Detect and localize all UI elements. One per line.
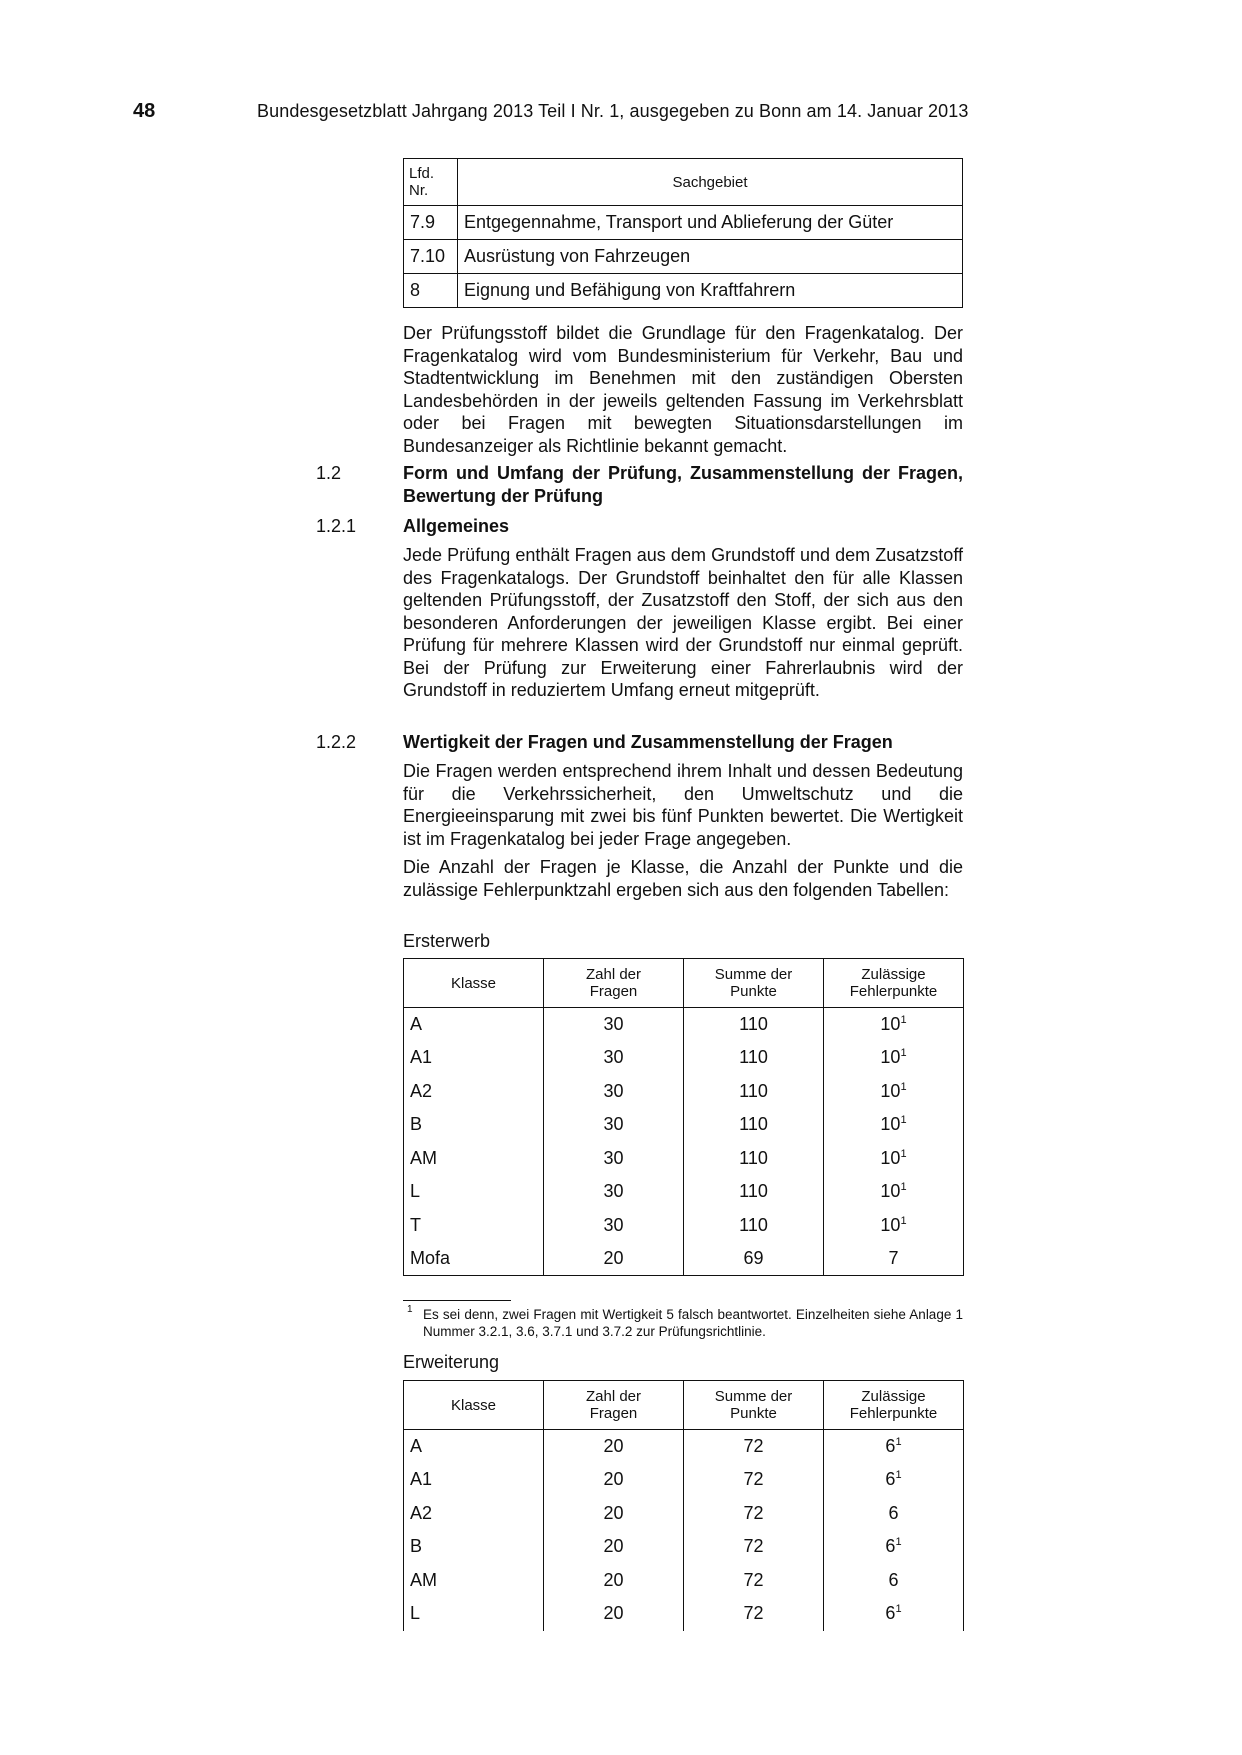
header-line: Zahl der — [585, 1388, 642, 1405]
cell-klasse: AM — [404, 1142, 544, 1176]
fehlerpunkte-value: 6 — [885, 1436, 896, 1456]
column-header-zahl-der-fragen — [544, 959, 684, 1008]
cell-zahl-der-fragen: 30 — [544, 1108, 684, 1142]
page-number: 48 — [133, 100, 156, 122]
table-row — [404, 1463, 964, 1497]
column-header-sachgebiet: Sachgebiet — [458, 159, 963, 206]
header-line: Fehlerpunkte — [849, 1405, 938, 1422]
cell-summe-der-punkte: 110 — [684, 1175, 824, 1209]
table-caption-erweiterung: Erweiterung — [403, 1352, 500, 1372]
cell-klasse: A — [404, 1008, 544, 1042]
table-row — [404, 1242, 964, 1276]
fehlerpunkte-value: 10 — [880, 1047, 901, 1068]
cell-zahl-der-fragen: 20 — [544, 1497, 684, 1531]
table-caption-ersterwerb: Ersterwerb — [403, 931, 491, 951]
cell-zulaessige-fehlerpunkte — [824, 1075, 964, 1109]
cell-summe-der-punkte: 110 — [684, 1209, 824, 1243]
cell-summe-der-punkte: 72 — [684, 1597, 824, 1631]
cell-zahl-der-fragen: 20 — [544, 1530, 684, 1564]
cell-klasse: A1 — [404, 1041, 544, 1075]
table-row — [404, 206, 963, 240]
cell-zahl-der-fragen: 20 — [544, 1463, 684, 1497]
section-number: 1.2.2 — [316, 732, 357, 752]
cell-zulaessige-fehlerpunkte — [824, 1175, 964, 1209]
cell-zahl-der-fragen: 20 — [544, 1597, 684, 1631]
cell-summe-der-punkte: 72 — [684, 1530, 824, 1564]
cell-zahl-der-fragen: 30 — [544, 1175, 684, 1209]
cell-zulaessige-fehlerpunkte — [824, 1564, 964, 1598]
column-header-zulaessige-fehlerpunkte — [824, 1381, 964, 1430]
cell-zulaessige-fehlerpunkte — [824, 1209, 964, 1243]
footnote-mark: 1 — [407, 1304, 413, 1315]
fehlerpunkte-value: 10 — [880, 1080, 901, 1101]
section-number: 1.2 — [316, 463, 342, 483]
cell-zahl-der-fragen: 20 — [544, 1242, 684, 1276]
cell-zulaessige-fehlerpunkte — [824, 1242, 964, 1276]
section-title: Form und Umfang der Prüfung, Zusammenstellung der Fragen, Bewertung der Prüfung — [403, 463, 963, 506]
cell-klasse: Mofa — [404, 1242, 544, 1276]
paragraph-wertigkeit: Die Fragen werden entsprechend ihrem Inhalt und dessen Bedeutung für die Verkehrssicherheit, den Umweltschutz und die Energieeinsparung mit zwei bis fünf Punkten bewertet. Die Wertigkeit ist im Fragenkatalog bei jeder Frage angegeben. — [403, 761, 963, 849]
fehlerpunkte-value: 6 — [888, 1502, 899, 1523]
footnote-reference: 1 — [895, 1603, 902, 1616]
column-header-klasse: Klasse — [404, 959, 544, 1008]
running-title: Bundesgesetzblatt Jahrgang 2013 Teil I Nr. 1, ausgegeben zu Bonn am 14. Januar 2013 — [257, 101, 969, 121]
footnote-rule — [403, 1300, 511, 1301]
cell-zahl-der-fragen: 30 — [544, 1209, 684, 1243]
fehlerpunkte-value: 6 — [885, 1603, 896, 1624]
paragraph-allgemeines: Jede Prüfung enthält Fragen aus dem Grundstoff und dem Zusatzstoff des Fragenkatalogs. Der Grundstoff beinhaltet den für alle Klassen geltenden Prüfungsstoff, der Zusatzstoff den Stoff, der sich aus den besonderen Anforderungen der jeweiligen Klasse ergibt. Bei einer Prüfung für mehrere Klassen wird der Grundstoff nur einmal geprüft. Bei der Prüfung zur Erweiterung einer Fahrerlaubnis wird der Grundstoff in reduziertem Umfang erneut mitgeprüft. — [403, 545, 963, 700]
cell-klasse: B — [404, 1108, 544, 1142]
cell-zulaessige-fehlerpunkte — [824, 1008, 964, 1042]
footnote-reference: 1 — [900, 1214, 907, 1227]
footnote-text: Es sei denn, zwei Fragen mit Wertigkeit 5 falsch beantwortet. Einzelheiten siehe Anlage 1 Nummer 3.2.1, 3.6, 3.7.1 und 3.7.2 zur Prüfungsrichtlinie. — [423, 1307, 963, 1339]
footnote-reference: 1 — [895, 1469, 902, 1482]
cell-zulaessige-fehlerpunkte — [824, 1530, 964, 1564]
column-header-klasse: Klasse — [404, 1381, 544, 1430]
cell-summe-der-punkte: 110 — [684, 1108, 824, 1142]
cell-summe-der-punkte: 72 — [684, 1463, 824, 1497]
header-line: Fehlerpunkte — [849, 983, 938, 1000]
row-number: 7.10 — [404, 240, 458, 274]
cell-zulaessige-fehlerpunkte — [824, 1430, 964, 1464]
header-line: Punkte — [730, 983, 777, 1000]
table-row — [404, 1530, 964, 1564]
cell-klasse: A1 — [404, 1463, 544, 1497]
footnote-reference: 1 — [900, 1014, 907, 1026]
header-line: Zulässige — [861, 966, 926, 983]
cell-summe-der-punkte: 110 — [684, 1008, 824, 1042]
fehlerpunkte-value: 6 — [888, 1569, 899, 1590]
table-row — [404, 1209, 964, 1243]
header-line: Zahl der — [585, 966, 642, 983]
table-row — [404, 1008, 964, 1042]
sachgebiet-table — [403, 158, 963, 308]
table-row — [404, 274, 963, 308]
footnote-reference: 1 — [895, 1536, 902, 1549]
cell-zahl-der-fragen: 30 — [544, 1041, 684, 1075]
cell-zahl-der-fragen: 20 — [544, 1564, 684, 1598]
header-line: Fragen — [589, 983, 638, 1000]
header-line: Nr. — [409, 182, 429, 199]
cell-zulaessige-fehlerpunkte — [824, 1463, 964, 1497]
footnote-reference: 1 — [900, 1047, 907, 1060]
cell-summe-der-punkte: 69 — [684, 1242, 824, 1276]
cell-summe-der-punkte: 72 — [684, 1430, 824, 1464]
table-row — [404, 1597, 964, 1631]
table-row — [404, 240, 963, 274]
fehlerpunkte-value: 6 — [885, 1469, 896, 1490]
column-header-zahl-der-fragen — [544, 1381, 684, 1430]
cell-zulaessige-fehlerpunkte — [824, 1597, 964, 1631]
cell-zahl-der-fragen: 30 — [544, 1075, 684, 1109]
cell-summe-der-punkte: 110 — [684, 1041, 824, 1075]
cell-klasse: A2 — [404, 1075, 544, 1109]
row-text: Ausrüstung von Fahrzeugen — [458, 240, 963, 274]
cell-klasse: AM — [404, 1564, 544, 1598]
header-line: Zulässige — [861, 1388, 926, 1405]
cell-summe-der-punkte: 72 — [684, 1497, 824, 1531]
header-line: Punkte — [730, 1405, 777, 1422]
column-header-zulaessige-fehlerpunkte — [824, 959, 964, 1008]
table-header-row — [404, 1381, 964, 1430]
footnote-reference: 1 — [895, 1436, 902, 1448]
cell-klasse: L — [404, 1175, 544, 1209]
table-row — [404, 1430, 964, 1464]
header-line: Summe der — [714, 966, 793, 983]
fehlerpunkte-value: 10 — [880, 1114, 901, 1135]
table-row — [404, 1497, 964, 1531]
fehlerpunkte-value: 10 — [880, 1147, 901, 1168]
section-number: 1.2.1 — [316, 516, 357, 536]
table-row — [404, 1142, 964, 1176]
footnote-reference: 1 — [900, 1181, 907, 1194]
cell-klasse: L — [404, 1597, 544, 1631]
footnote — [403, 1306, 963, 1340]
cell-zulaessige-fehlerpunkte — [824, 1041, 964, 1075]
cell-zahl-der-fragen: 20 — [544, 1430, 684, 1464]
row-text: Entgegennahme, Transport und Ablieferung der Güter — [458, 206, 963, 240]
cell-summe-der-punkte: 110 — [684, 1075, 824, 1109]
ersterwerb-table — [403, 958, 964, 1276]
footnote-reference: 1 — [900, 1080, 907, 1093]
cell-klasse: A — [404, 1430, 544, 1464]
fehlerpunkte-value: 6 — [885, 1536, 896, 1557]
row-number: 7.9 — [404, 206, 458, 240]
cell-klasse: T — [404, 1209, 544, 1243]
erweiterung-table — [403, 1380, 964, 1631]
fehlerpunkte-value: 7 — [888, 1248, 899, 1268]
fehlerpunkte-value: 10 — [880, 1214, 901, 1235]
fehlerpunkte-value: 10 — [880, 1014, 901, 1034]
header-line: Lfd. — [409, 165, 435, 182]
table-row — [404, 1075, 964, 1109]
cell-klasse: A2 — [404, 1497, 544, 1531]
header-line: Summe der — [714, 1388, 793, 1405]
paragraph-pruefungsstoff: Der Prüfungsstoff bildet die Grundlage für den Fragenkatalog. Der Fragenkatalog wird vom Bundesministerium für Verkehr, Bau und Stadtentwicklung im Benehmen mit den zuständigen Obersten Landesbehörden in der jeweils geltenden Fassung im Verkehrsblatt oder bei Fragen mit bewegten Situationsdarstellungen im Bundesanzeiger als Richtlinie bekannt gemacht. — [403, 323, 963, 456]
cell-klasse: B — [404, 1530, 544, 1564]
cell-zahl-der-fragen: 30 — [544, 1008, 684, 1042]
table-header-row — [404, 159, 963, 206]
paragraph-anzahl: Die Anzahl der Fragen je Klasse, die Anzahl der Punkte und die zulässige Fehlerpunktzahl ergeben sich aus den folgenden Tabellen: — [403, 857, 963, 900]
table-row — [404, 1041, 964, 1075]
table-row — [404, 1564, 964, 1598]
column-header-lfd-nr — [404, 159, 458, 206]
column-header-summe-der-punkte — [684, 1381, 824, 1430]
row-text: Eignung und Befähigung von Kraftfahrern — [458, 274, 963, 308]
table-header-row — [404, 959, 964, 1008]
cell-zulaessige-fehlerpunkte — [824, 1142, 964, 1176]
cell-zahl-der-fragen: 30 — [544, 1142, 684, 1176]
footnote-reference: 1 — [900, 1114, 907, 1127]
table-row — [404, 1175, 964, 1209]
cell-summe-der-punkte: 110 — [684, 1142, 824, 1176]
row-number: 8 — [404, 274, 458, 308]
cell-zulaessige-fehlerpunkte — [824, 1108, 964, 1142]
cell-summe-der-punkte: 72 — [684, 1564, 824, 1598]
cell-zulaessige-fehlerpunkte — [824, 1497, 964, 1531]
fehlerpunkte-value: 10 — [880, 1181, 901, 1202]
column-header-summe-der-punkte — [684, 959, 824, 1008]
section-title: Allgemeines — [403, 516, 510, 536]
table-row — [404, 1108, 964, 1142]
header-line: Fragen — [589, 1405, 638, 1422]
section-title: Wertigkeit der Fragen und Zusammenstellung der Fragen — [403, 732, 893, 752]
footnote-reference: 1 — [900, 1147, 907, 1160]
